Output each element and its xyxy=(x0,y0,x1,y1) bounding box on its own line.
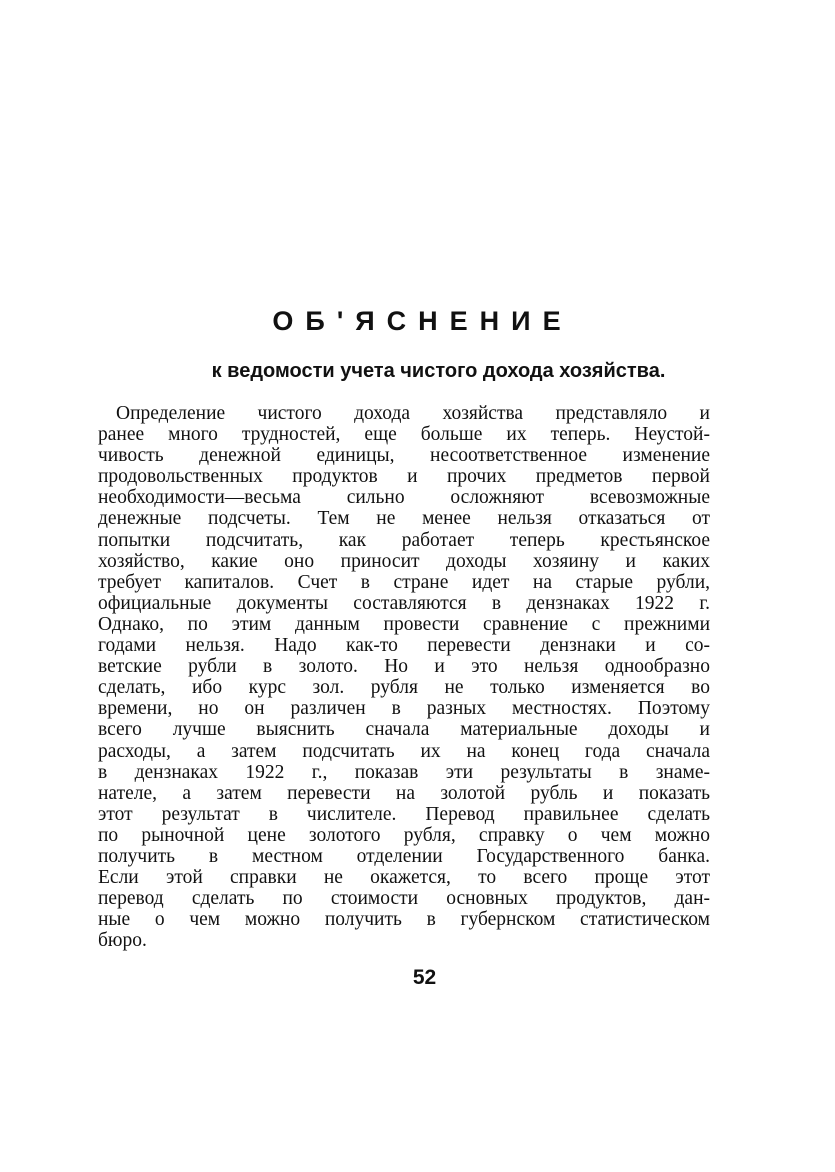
text-line: Однако, по этим данным провести сравнение с прежними xyxy=(98,613,710,635)
text-line: в дензнаках 1922 г., показав эти результаты в знаме- xyxy=(98,761,710,783)
text-line: необходимости—весьма сильно осложняют всевозможные xyxy=(98,487,710,509)
text-line: расходы, а затем подсчитать их на конец года сначала xyxy=(98,740,710,762)
text-line: этот результат в числителе. Перевод правильнее сделать xyxy=(98,803,710,825)
text-line: официальные документы составляются в дензнаках 1922 г. xyxy=(98,592,710,614)
text-line: всего лучше выяснить сначала материальные доходы и xyxy=(98,719,710,741)
text-line: попытки подсчитать, как работает теперь крестьянское xyxy=(98,529,710,551)
text-line: перевод сделать по стоимости основных продуктов, дан- xyxy=(98,888,710,910)
document-title: ОБ'ЯСНЕНИЕ xyxy=(272,306,573,336)
text-line: хозяйство, какие оно приносит доходы хозяину и каких xyxy=(98,550,710,572)
text-line: чивость денежной единицы, несоответственное изменение xyxy=(98,445,710,467)
text-line: времени, но он различен в разных местностях. Поэтому xyxy=(98,698,710,720)
text-line: сделать, ибо курс зол. рубля не только изменяется во xyxy=(98,677,710,699)
text-line: Определение чистого дохода хозяйства представляло и xyxy=(116,403,710,424)
text-line: Если этой справки не окажется, то всего проще этот xyxy=(98,867,710,889)
text-line: по рыночной цене золотого рубля, справку о чем можно xyxy=(98,824,710,846)
text-line: получить в местном отделении Государственного банка. xyxy=(98,845,710,867)
document-subtitle: к ведомости учета чистого дохода хозяйства. xyxy=(211,360,666,382)
body-paragraph xyxy=(98,403,710,951)
text-line: требует капиталов. Счет в стране идет на старые рубли, xyxy=(98,571,710,593)
page-number: 52 xyxy=(412,966,437,989)
text-line: нателе, а затем перевести на золотой рубль и показать xyxy=(98,782,710,804)
text-line: продовольственных продуктов и прочих предметов первой xyxy=(98,466,710,488)
text-line: ветские рубли в золото. Но и это нельзя однообразно xyxy=(98,656,710,678)
text-line: денежные подсчеты. Тем не менее нельзя отказаться от xyxy=(98,508,710,530)
text-line: годами нельзя. Надо как-то перевести дензнаки и со- xyxy=(98,635,710,657)
text-line: ные о чем можно получить в губернском статистическом xyxy=(98,909,710,931)
text-line: бюро. xyxy=(98,930,147,952)
text-line: ранее много трудностей, еще больше их теперь. Неустой- xyxy=(98,424,710,446)
